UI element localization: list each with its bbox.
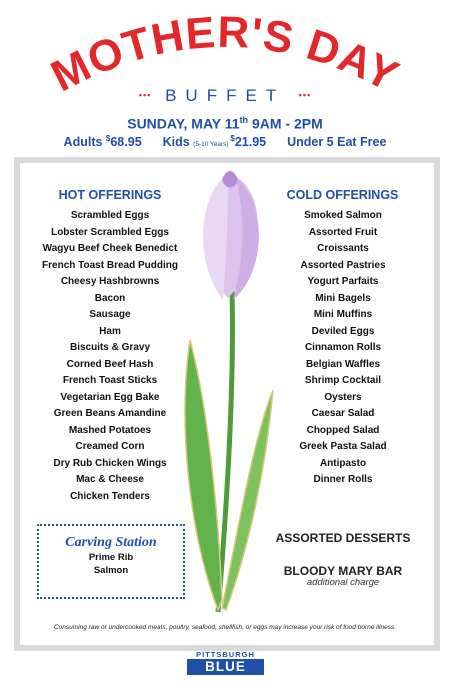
bloody-mary-note: additional charge	[306, 577, 380, 588]
assorted-desserts: ASSORTED DESSERTS	[275, 531, 411, 545]
menu-item: Oysters	[324, 391, 362, 403]
menu-item: Dinner Rolls	[313, 474, 373, 485]
menu-item: Sausage	[89, 309, 131, 320]
under5-note: Under 5 Eat Free	[287, 135, 387, 150]
carving-station-box	[37, 524, 185, 599]
pricing	[0, 134, 450, 149]
menu-item: Chopped Salad	[306, 424, 380, 436]
menu-item: Ham	[99, 325, 121, 337]
menu-item: Mac & Cheese	[76, 474, 144, 485]
buffet-subtitle	[0, 86, 450, 106]
menu-item: Antipasto	[319, 457, 367, 469]
bloody-mary-bar: BLOODY MARY BAR	[283, 564, 403, 578]
decorative-dots-right: ▪▪▪	[298, 90, 312, 100]
menu-item: Mini Muffins	[313, 309, 373, 320]
menu-item: Bacon	[94, 292, 126, 304]
cold-offerings-list	[268, 208, 418, 489]
menu-item: Belgian Waffles	[305, 358, 381, 370]
tulip-leaf-left	[185, 340, 222, 610]
menu-item: French Toast Bread Pudding	[42, 259, 178, 271]
kids-ages: (5-10 Years)	[193, 141, 231, 149]
carving-item: Prime Rib	[88, 552, 134, 563]
carving-station-title: Carving Station	[65, 535, 157, 550]
menu-item: Assorted Fruit	[308, 226, 378, 238]
menu-item: Cinnamon Rolls	[304, 342, 382, 353]
decorative-dots-left: ▪▪▪	[138, 90, 152, 100]
menu-item: Mashed Potatoes	[68, 424, 152, 436]
subtitle-text: BUFFET	[165, 86, 285, 105]
menu-item: Lobster Scrambled Eggs	[51, 226, 169, 238]
kids-label: Kids	[162, 135, 194, 150]
logo-top-text: PITTSBURGH	[196, 650, 255, 659]
event-date: SUNDAY, MAY 11th 9AM - 2PM	[127, 115, 323, 132]
menu-item: Dry Rub Chicken Wings	[53, 457, 167, 469]
menu-item: Shrimp Cocktail	[304, 375, 382, 386]
carving-item: Salmon	[93, 565, 129, 576]
kids-currency: $	[230, 134, 235, 143]
menu-item: Mini Bagels	[315, 292, 371, 304]
menu-item: Corned Beef Hash	[66, 358, 154, 370]
hot-offerings-heading: HOT OFFERINGS	[58, 188, 162, 202]
adults-label: Adults	[63, 135, 106, 150]
food-safety-disclaimer: Consuming raw or undercooked meats, poultry, seafood, shellfish, or eggs may increase your risk of food borne illness.	[53, 624, 397, 631]
menu-item: Smoked Salmon	[304, 210, 382, 221]
menu-item: Green Beans Amandine	[53, 408, 167, 419]
event-title-text: MOTHER'S DAY	[43, 7, 407, 102]
menu-item: Caesar Salad	[311, 408, 375, 419]
adults-currency: $	[105, 134, 111, 143]
menu-item: Wagyu Beef Cheek Benedict	[42, 243, 178, 254]
menu-item: Yogurt Parfaits	[307, 276, 379, 287]
menu-item: Chicken Tenders	[70, 490, 150, 502]
cold-offerings-heading: COLD OFFERINGS	[286, 188, 399, 202]
menu-item: Assorted Pastries	[300, 259, 386, 271]
menu-item: Croissants	[317, 243, 369, 254]
menu-item: Scrambled Eggs	[70, 210, 150, 221]
tulip-illustration	[178, 170, 278, 620]
menu-item: Biscuits & Gravy	[69, 342, 151, 353]
menu-item: French Toast Sticks	[62, 375, 158, 386]
menu-item: Vegetarian Egg Bake	[60, 391, 160, 403]
menu-item: Deviled Eggs	[311, 325, 375, 337]
logo-main-text: BLUE	[187, 659, 264, 675]
menu-item: Cheesy Hashbrowns	[60, 276, 160, 287]
adults-price: 68.95	[110, 135, 142, 150]
menu-item: Greek Pasta Salad	[299, 441, 387, 452]
tulip-petal-left	[203, 175, 228, 300]
menu-item: Creamed Corn	[75, 441, 145, 452]
kids-price: 21.95	[234, 135, 267, 150]
hot-offerings-list	[20, 208, 200, 505]
pittsburgh-blue-logo	[187, 650, 264, 675]
